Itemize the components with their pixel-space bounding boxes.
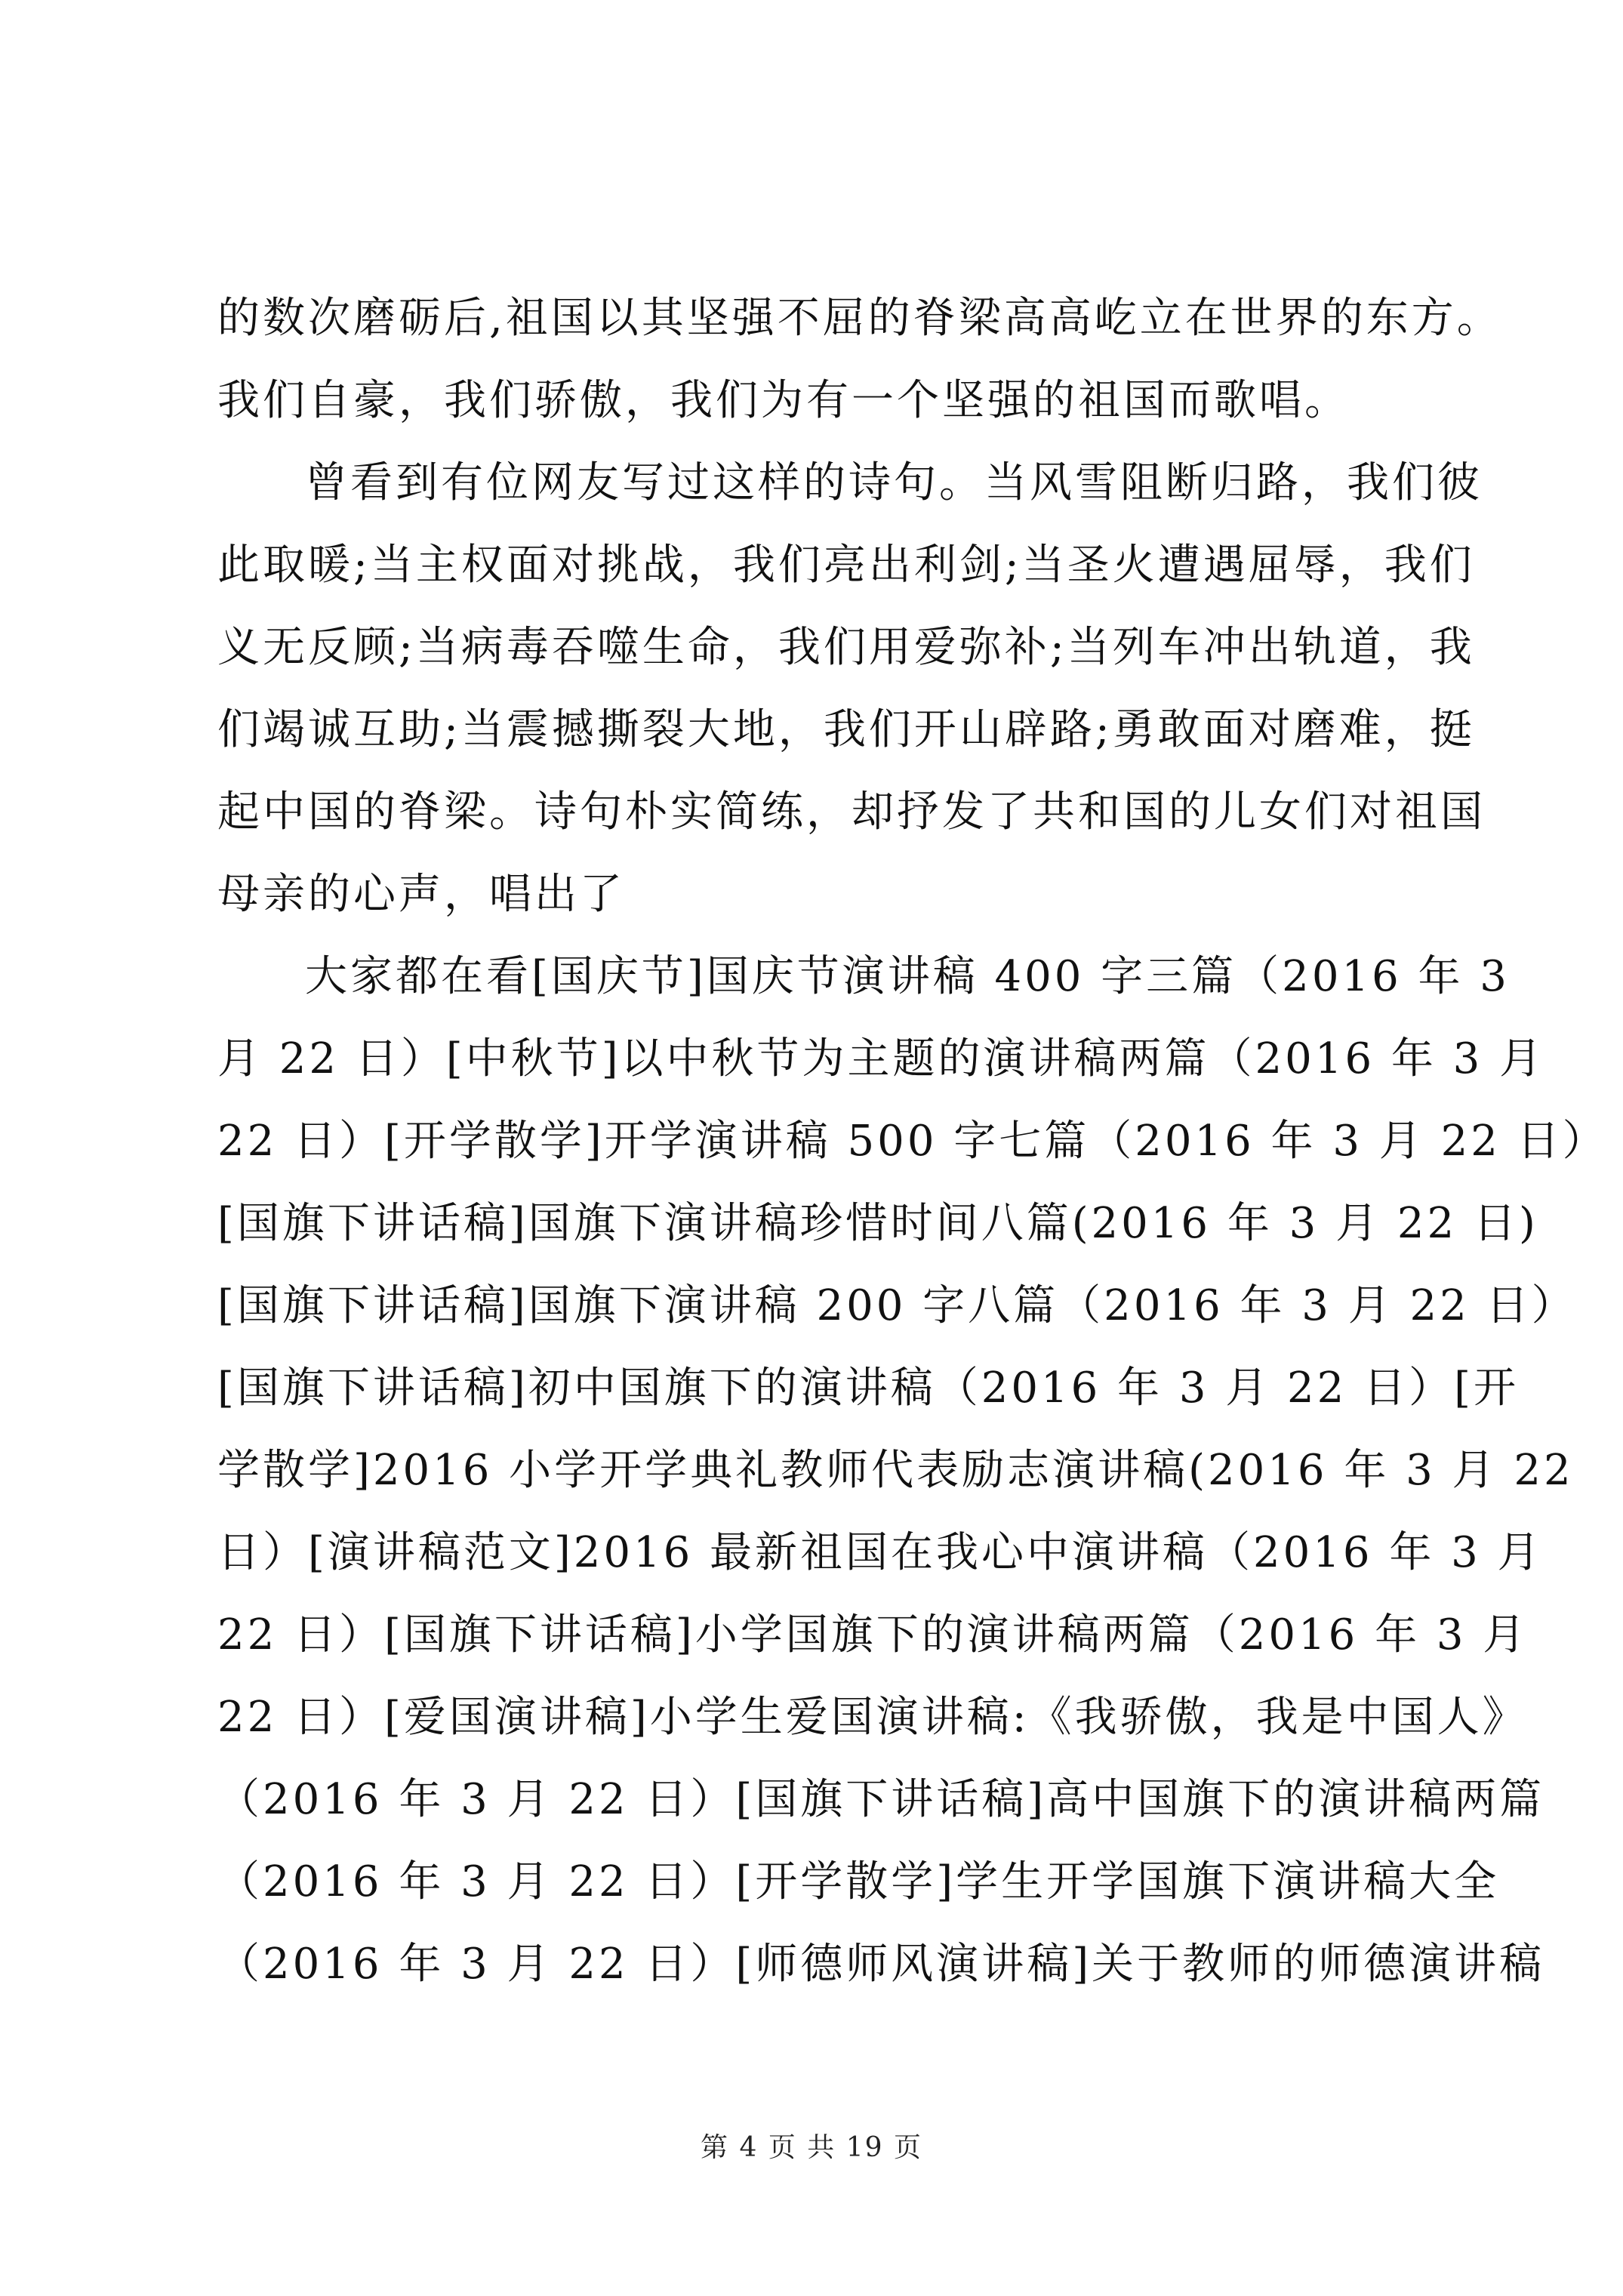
paragraph-line: [国旗下讲话稿]国旗下演讲稿 200 字八篇（2016 年 3 月 22 日） [217,1281,1577,1330]
paragraph-line: 的数次磨砺后,祖国以其坚强不屈的脊梁高高屹立在世界的东方。 [217,294,1502,343]
paragraph-line: （2016 年 3 月 22 日）[师德师风演讲稿]关于教师的师德演讲稿 [217,1940,1545,1989]
paragraph-line: 22 日）[国旗下讲话稿]小学国旗下的演讲稿两篇（2016 年 3 月 [217,1610,1529,1660]
paragraph-line: （2016 年 3 月 22 日）[开学散学]学生开学国旗下演讲稿大全 [217,1857,1500,1906]
paragraph-line: 22 日）[开学散学]开学演讲稿 500 字七篇（2016 年 3 月 22 日） [217,1117,1608,1166]
paragraph-line: 们竭诚互助;当震撼撕裂大地，我们开山辟路;勇敢面对磨难，挺 [217,705,1475,754]
paragraph-line: 22 日）[爱国演讲稿]小学生爱国演讲稿:《我骄傲，我是中国人》 [217,1693,1528,1742]
paragraph-line: [国旗下讲话稿]初中国旗下的演讲稿（2016 年 3 月 22 日）[开 [217,1364,1519,1413]
paragraph-line: [国旗下讲话稿]国旗下演讲稿珍惜时间八篇(2016 年 3 月 22 日) [217,1199,1538,1248]
paragraph-line: 日）[演讲稿范文]2016 最新祖国在我心中演讲稿（2016 年 3 月 [217,1528,1543,1577]
page-number-footer: 第 4 页 共 19 页 [701,2132,922,2163]
paragraph-line: （2016 年 3 月 22 日）[国旗下讲话稿]高中国旗下的演讲稿两篇 [217,1775,1545,1824]
paragraph-line: 义无反顾;当病毒吞噬生命，我们用爱弥补;当列车冲出轨道，我 [217,623,1475,672]
paragraph-line: 月 22 日）[中秋节]以中秋节为主题的演讲稿两篇（2016 年 3 月 [217,1034,1545,1083]
paragraph-line: 我们自豪，我们骄傲，我们为有一个坚强的祖国而歌唱。 [217,376,1350,425]
paragraph-line: 学散学]2016 小学开学典礼教师代表励志演讲稿(2016 年 3 月 22 [217,1446,1574,1495]
paragraph-line: 起中国的脊梁。诗句朴实简练，却抒发了共和国的儿女们对祖国 [217,787,1486,837]
paragraph-line: 母亲的心声，唱出了 [217,870,625,919]
paragraph-line: 大家都在看[国庆节]国庆节演讲稿 400 字三篇（2016 年 3 [305,952,1510,1001]
paragraph-line: 曾看到有位网友写过这样的诗句。当风雪阻断归路，我们彼 [305,458,1483,507]
paragraph-line: 此取暖;当主权面对挑战，我们亮出利剑;当圣火遭遇屈辱，我们 [217,541,1475,590]
